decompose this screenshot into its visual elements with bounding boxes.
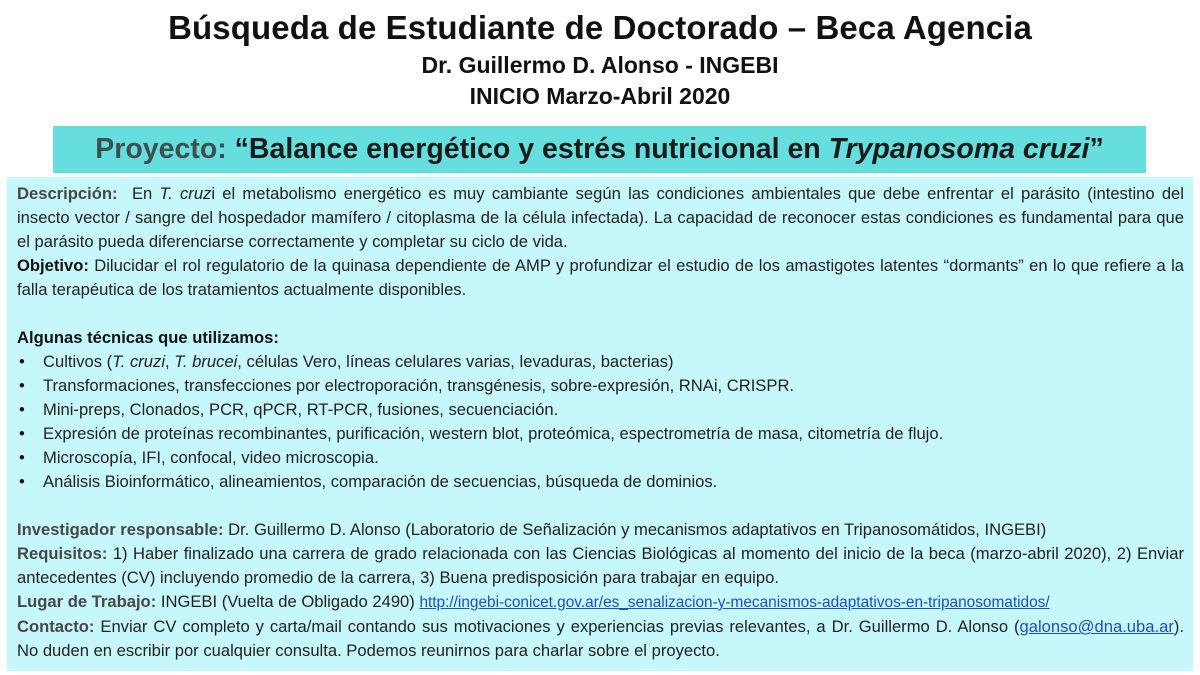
- contact-label: Contacto:: [17, 617, 95, 636]
- page-title: Búsqueda de Estudiante de Doctorado – Beca Agencia: [168, 9, 1032, 46]
- list-item: [17, 350, 1184, 374]
- contact-paragraph: [17, 615, 1184, 663]
- technique-organism: T. brucei: [174, 352, 238, 371]
- workplace-label: Lugar de Trabajo:: [17, 592, 157, 611]
- techniques-heading-text: Algunas técnicas que utilizamos:: [17, 328, 279, 347]
- start-date-subtitle: INICIO Marzo-Abril 2020: [469, 83, 731, 109]
- requirements-paragraph: [17, 542, 1184, 590]
- objective-text: Dilucidar el rol regulatorio de la quinasa dependiente de AMP y profundizar el estudio de los amastigotes latentes “dormants” en lo que refiere a la falla terapéutica de los tratamientos actualmente disponibles.: [17, 256, 1184, 299]
- investigator-paragraph: [17, 518, 1184, 542]
- description-label: Descripción:: [17, 184, 118, 203]
- project-title: Balance energético y estrés nutricional en: [248, 133, 829, 165]
- spacer: [17, 302, 1184, 326]
- list-item: • Transformaciones, transfecciones por electroporación, transgénesis, sobre-expresión, RNAi, CRISPR.: [17, 374, 1184, 398]
- spacer: [17, 494, 1184, 518]
- investigator-text: Dr. Guillermo D. Alonso (Laboratorio de Señalización y mecanismos adaptativos en Tripanosomátidos, INGEBI): [223, 520, 1047, 539]
- project-prefix: Proyecto:: [95, 133, 235, 165]
- header: [0, 0, 1200, 112]
- objective-label: Objetivo:: [17, 256, 89, 275]
- technique-text: , células Vero, líneas celulares varias, levaduras, bacterias): [237, 352, 674, 371]
- project-open-quote: “: [234, 133, 249, 165]
- requirements-label: Requisitos:: [17, 544, 108, 563]
- contact-text: Enviar CV completo y carta/mail contando sus motivaciones y experiencias previas relevantes, a Dr. Guillermo D. Alonso (: [94, 617, 1020, 636]
- contact-text-after: ). No duden en escribir por cualquier consulta. Podemos reunirnos para charlar sobre el proyecto.: [17, 617, 1184, 660]
- workplace-paragraph: [17, 590, 1184, 615]
- technique-organism: T. cruzi: [112, 352, 166, 371]
- description-paragraph: Descripción: En T. cruzi el metabolismo energético es muy cambiante según las condiciones ambientales que debe enfrentar el parásito (intestino del insecto vector / sangre del hospedador mamífero / citoplasma de la célula infectada). La capacidad de reconocer estas condiciones es fundamental para que el parásito pueda diferenciarse correctamente y completar su ciclo de vida.: [17, 184, 1184, 251]
- objective-paragraph: [17, 254, 1184, 302]
- list-item: • Análisis Bioinformático, alineamientos, comparación de secuencias, búsqueda de dominios.: [17, 470, 1184, 494]
- list-item: • Expresión de proteínas recombinantes, purificación, western blot, proteómica, espectrometría de masa, citometría de flujo.: [17, 422, 1184, 446]
- director-subtitle: Dr. Guillermo D. Alonso - INGEBI: [421, 52, 779, 78]
- content-box: [7, 177, 1193, 671]
- techniques-heading: [17, 326, 1184, 350]
- project-close-quote: ”: [1089, 133, 1104, 165]
- technique-separator: ,: [165, 352, 175, 371]
- project-title-banner: [53, 126, 1146, 173]
- technique-text: Cultivos (: [43, 352, 113, 371]
- list-item: • Mini-preps, Clonados, PCR, qPCR, RT-PCR, fusiones, secuenciación.: [17, 398, 1184, 422]
- workplace-text: INGEBI (Vuelta de Obligado 2490): [156, 592, 420, 611]
- techniques-list: [17, 350, 1184, 494]
- contact-email-link[interactable]: galonso@dna.uba.ar: [1019, 617, 1174, 636]
- workplace-link[interactable]: http://ingebi-conicet.gov.ar/es_senalizacion-y-mecanismos-adaptativos-en-tripanosomatidos/: [419, 594, 1050, 611]
- project-organism: Trypanosoma cruzi: [828, 133, 1090, 165]
- requirements-text: 1) Haber finalizado una carrera de grado relacionada con las Ciencias Biológicas al momento del inicio de la beca (marzo-abril 2020), 2) Enviar antecedentes (CV) incluyendo promedio de la carrera, 3) Buena predisposición para trabajar en equipo.: [17, 544, 1184, 587]
- description-text: i el metabolismo energético es muy cambiante según las condiciones ambientales que debe enfrentar el parásito (intestino del insecto vector / sangre del hospedador mamífero / citoplasma de la célula infectada). La capacidad de reconocer estas condiciones es fundamental para que el parásito pueda diferenciarse correctamente y completar su ciclo de vida.: [17, 184, 1184, 251]
- description-organism: T. cruz: [159, 184, 212, 203]
- list-item: • Microscopía, IFI, confocal, video microscopia.: [17, 446, 1184, 470]
- investigator-label: Investigador responsable:: [17, 520, 224, 539]
